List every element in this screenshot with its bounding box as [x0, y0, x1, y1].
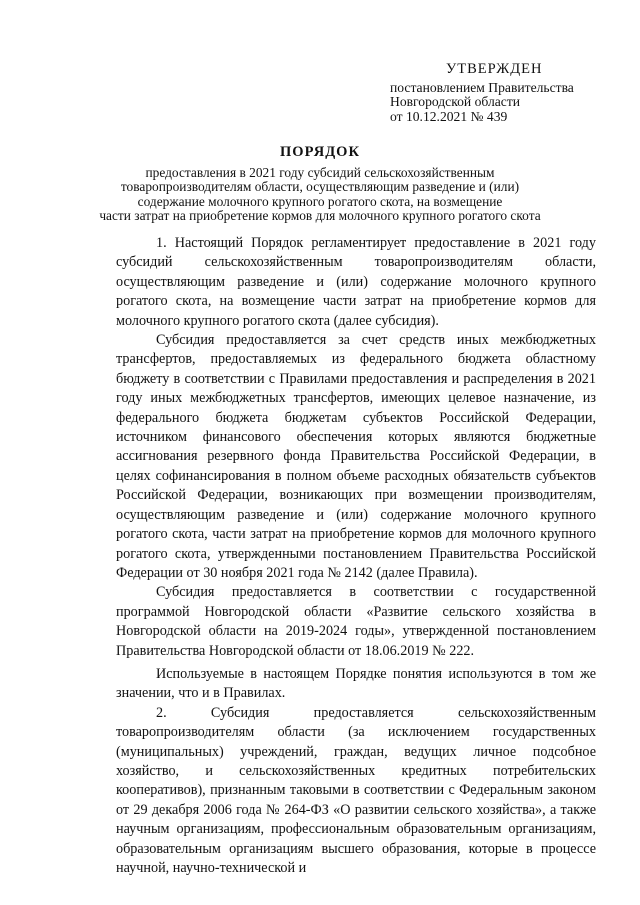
approval-line-3: от 10.12.2021 № 439	[390, 108, 508, 124]
paragraph-4: Используемые в настоящем Порядке понятия используются в том же значении, что и в Правилах.	[116, 665, 596, 702]
subtitle-line-3: содержание молочного крупного рогатого скота, на возмещение	[137, 193, 503, 209]
subtitle-line-1: предоставления в 2021 году субсидий сельскохозяйственным	[145, 165, 495, 180]
approval-line-2: Новгородской области	[390, 94, 521, 109]
document-body	[116, 234, 596, 878]
approval-heading: УТВЕРЖДЕН	[446, 61, 543, 77]
paragraph-3: Субсидия предоставляется в соответствии с государственной программой Новгородской области «Развитие сельского хозяйства в Новгородской области на 2019-2024 годы», утвержденной постановлением Правительства Новгородской области от 18.06.2019 № 222.	[116, 584, 596, 659]
paragraph-1: 1. Настоящий Порядок регламентирует предоставление в 2021 году субсидий сельскохозяйственным товаропроизводителям области, осуществляющим разведение и (или) содержание молочного крупного рогатого скота, на возмещение части затрат на приобретение кормов для молочного крупного рогатого скота (далее субсидия).	[116, 235, 596, 329]
document-subtitle	[90, 166, 550, 223]
document-title: ПОРЯДОК	[280, 144, 360, 160]
subtitle-line-4: части затрат на приобретение кормов для молочного крупного рогатого скота	[99, 207, 541, 223]
paragraph-5: 2. Субсидия предоставляется сельскохозяйственным товаропроизводителям области (за исключением государственных (муниципальных) учреждений, граждан, ведущих личное подсобное хозяйство, и сельскохозяйственных кредитных потребительских кооперативов), признанным таковыми в соответствии с Федеральным законом от 29 декабря 2006 года № 264-ФЗ «О развитии сельского хозяйства», а также научным организациям, профессиональным образовательным организациям, образовательным организациям высшего образования, которые в процессе научной, научно-технической и	[116, 704, 596, 876]
paragraph-2: Субсидия предоставляется за счет средств иных межбюджетных трансфертов, предоставляемых из федерального бюджета областному бюджету в соответствии с Правилами предоставления и распределения в 2021 году иных межбюджетных трансфертов, имеющих целевое назначение, из федерального бюджета бюджетам субъектов Российской Федерации, источником финансового обеспечения которых являются бюджетные ассигнования резервного фонда Правительства Российской Федерации, в целях софинансирования в полном объеме расходных обязательств субъектов Российской Федерации, возникающих при возмещении производителям, осуществляющим разведение и (или) содержание молочного крупного рогатого скота, части затрат на приобретение кормов для молочного крупного рогатого скота, утвержденными постановлением Правительства Российской Федерации от 30 ноября 2021 года № 2142 (далее Правила).	[116, 332, 596, 581]
approval-line-1: постановлением Правительства	[390, 79, 574, 95]
subtitle-line-2: товаропроизводителям области, осуществляющим разведение и (или)	[120, 179, 520, 195]
approval-stamp	[390, 62, 620, 124]
